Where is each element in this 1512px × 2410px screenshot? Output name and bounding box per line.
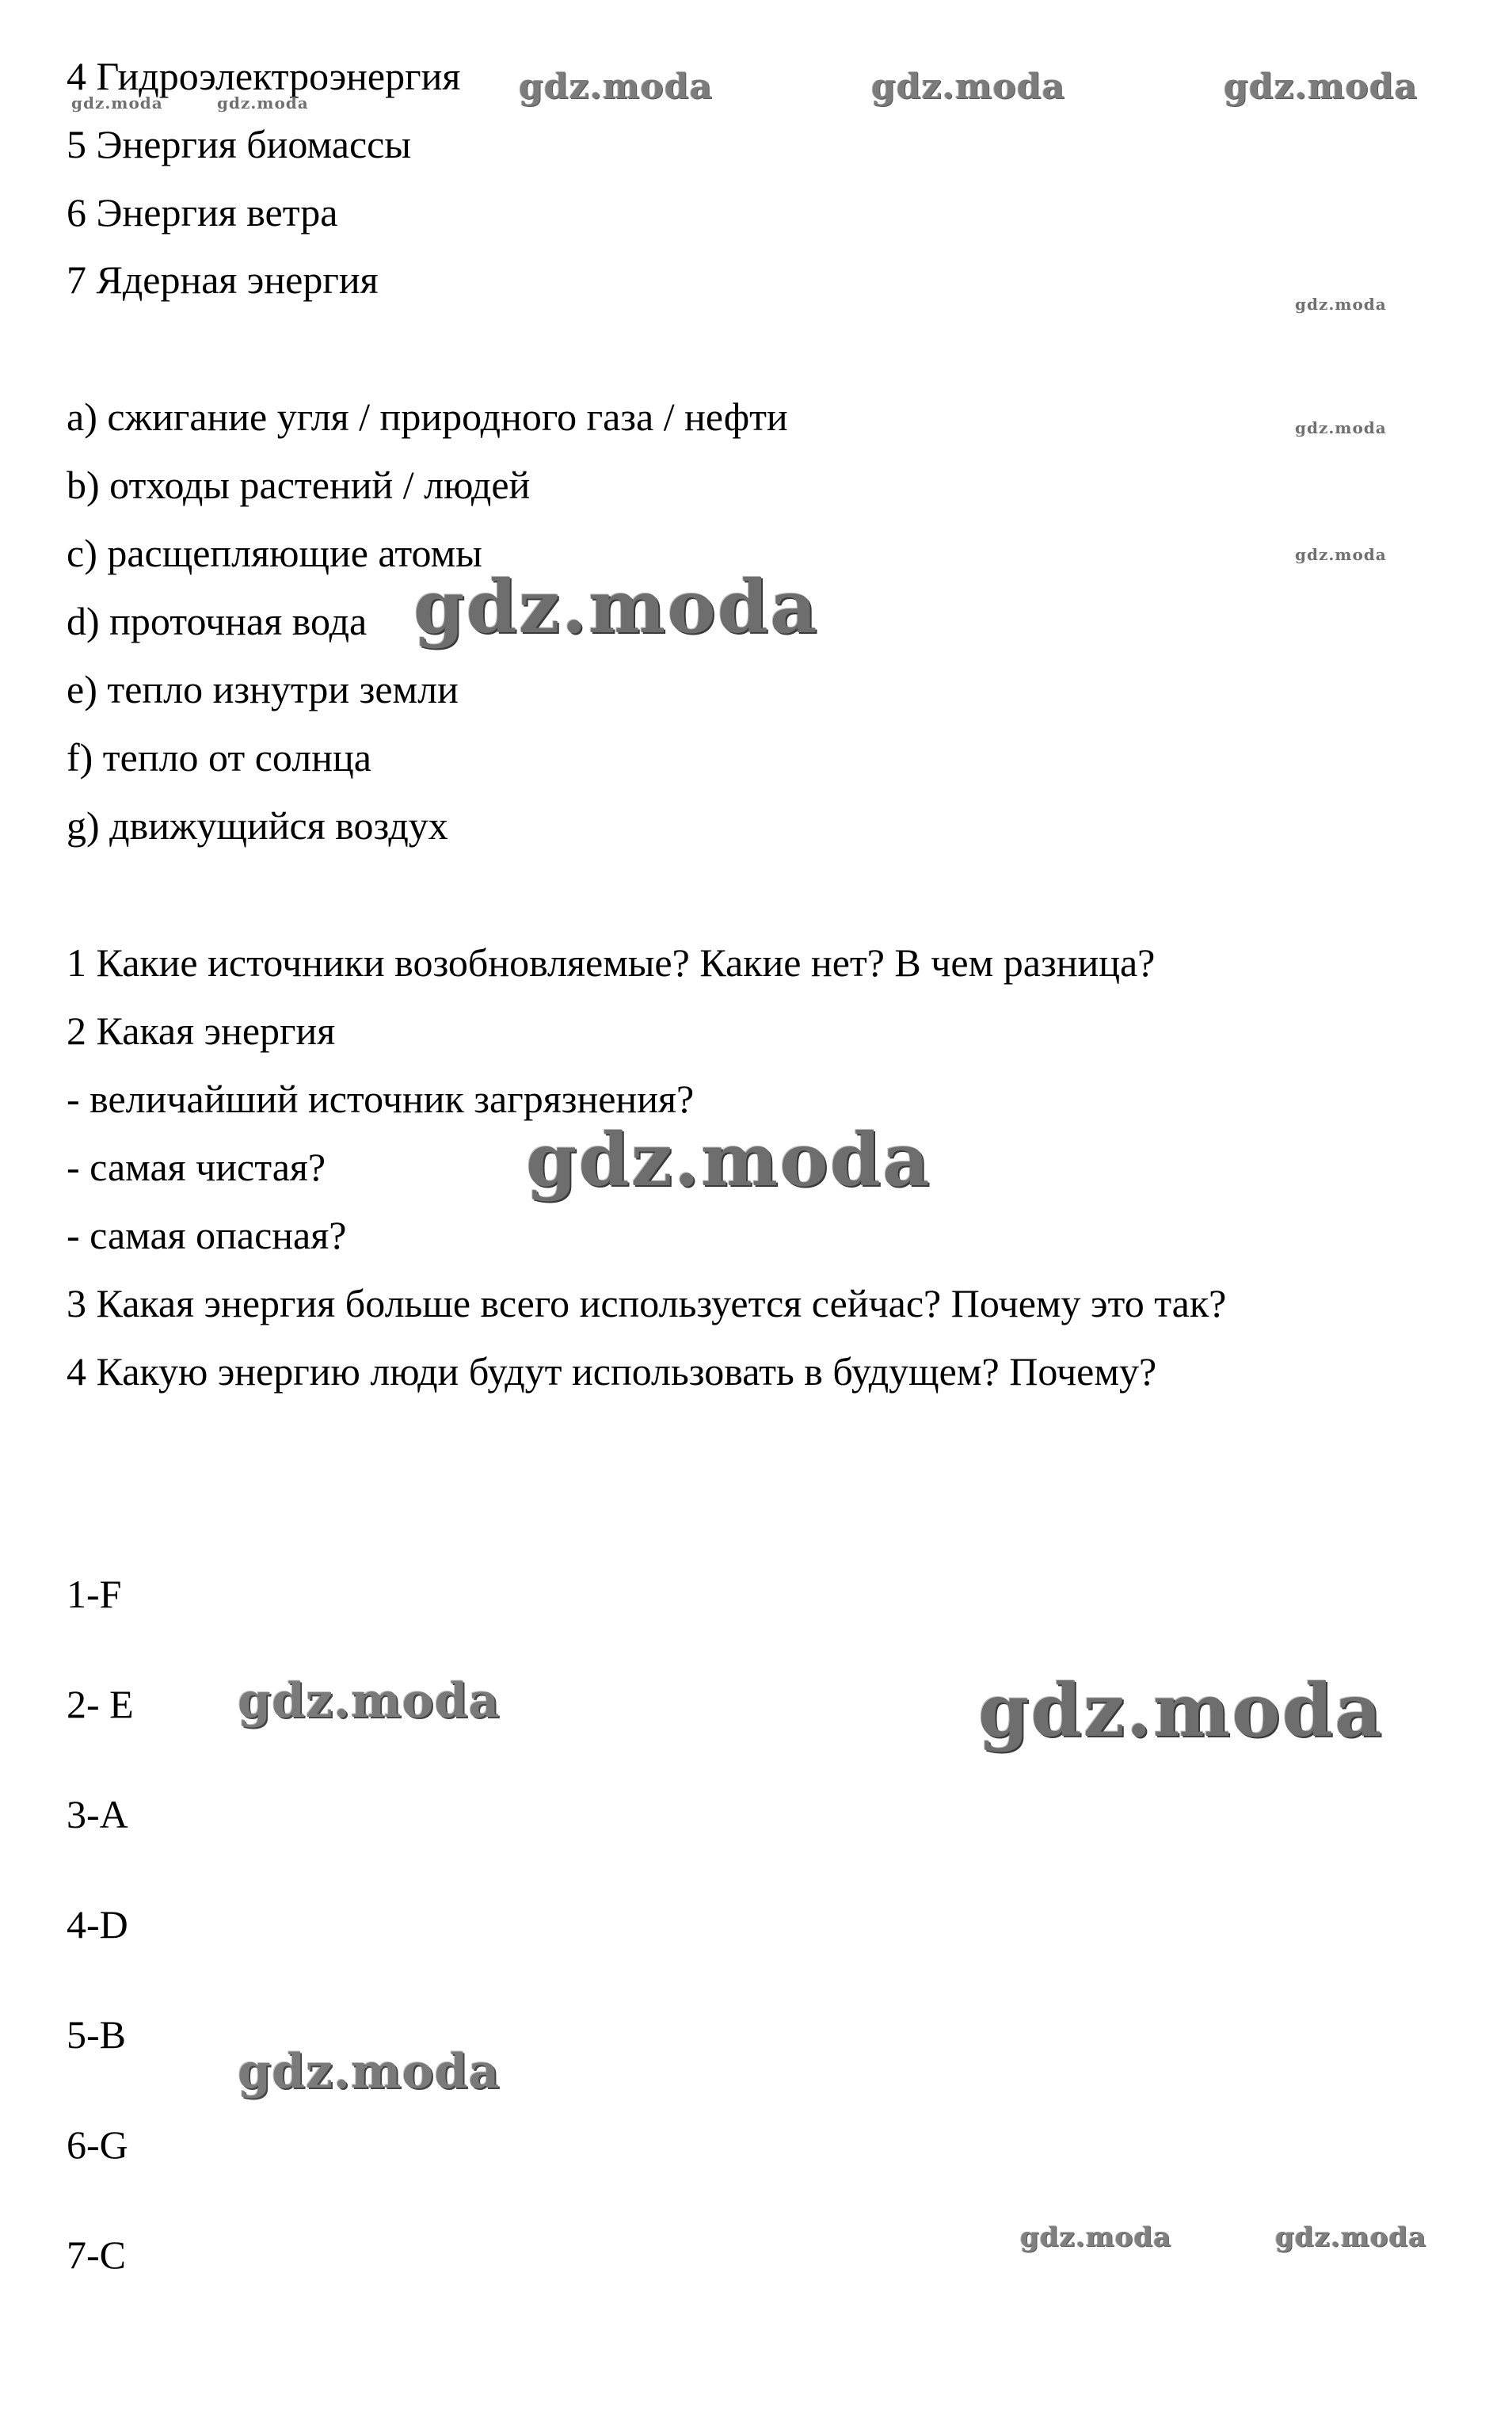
watermark: gdz.moda [871,67,1066,107]
answer-item: 3-A [67,1792,128,1836]
question-line: - самая чистая? [67,1145,326,1189]
watermark: gdz.moda [1224,67,1419,107]
watermark: gdz.moda [1295,295,1387,314]
definition-item: e) тепло изнутри земли [67,667,459,711]
definition-item: c) расщепляющие атомы [67,531,482,575]
source-item: 7 Ядерная энергия [67,257,379,302]
watermark: gdz.moda [217,93,309,112]
definition-item: b) отходы растений / людей [67,463,531,507]
answer-item: 7-C [67,2233,126,2277]
answer-item: 6-G [67,2122,128,2167]
question-line: 2 Какая энергия [67,1009,336,1053]
watermark: gdz.moda [1295,545,1387,564]
watermark: gdz.moda [413,564,819,650]
definition-item: g) движущийся воздух [67,803,448,848]
answer-item: 5-B [67,2012,126,2057]
watermark: gdz.moda [1275,2221,1427,2253]
watermark: gdz.moda [526,1117,931,1203]
source-item: 6 Энергия ветра [67,190,338,235]
answer-item: 1-F [67,1572,122,1616]
watermark: gdz.moda [978,1668,1384,1753]
watermark: gdz.moda [1020,2221,1172,2253]
watermark: gdz.moda [71,93,163,112]
definition-item: a) сжигание угля / природного газа / нефти [67,395,788,439]
question-line: 1 Какие источники возобновляемые? Какие нет? В чем разница? [67,940,1156,985]
watermark: gdz.moda [1295,418,1387,437]
watermark: gdz.moda [238,2044,501,2099]
watermark: gdz.moda [238,1673,501,1729]
source-item: 5 Энергия биомассы [67,122,411,166]
definition-item: d) проточная вода [67,599,368,643]
source-item: 4 Гидроэлектроэнергия [67,54,461,98]
watermark: gdz.moda [519,67,714,107]
definition-item: f) тепло от солнца [67,735,371,780]
question-line: - величайший источник загрязнения? [67,1077,695,1121]
answer-item: 4-D [67,1902,128,1947]
question-line: 4 Какую энергию люди будут использовать в будущем? Почему? [67,1349,1157,1394]
question-line: - самая опасная? [67,1213,347,1257]
question-line: 3 Какая энергия больше всего используется сейчас? Почему это так? [67,1281,1227,1325]
answer-item: 2- E [67,1682,134,1726]
